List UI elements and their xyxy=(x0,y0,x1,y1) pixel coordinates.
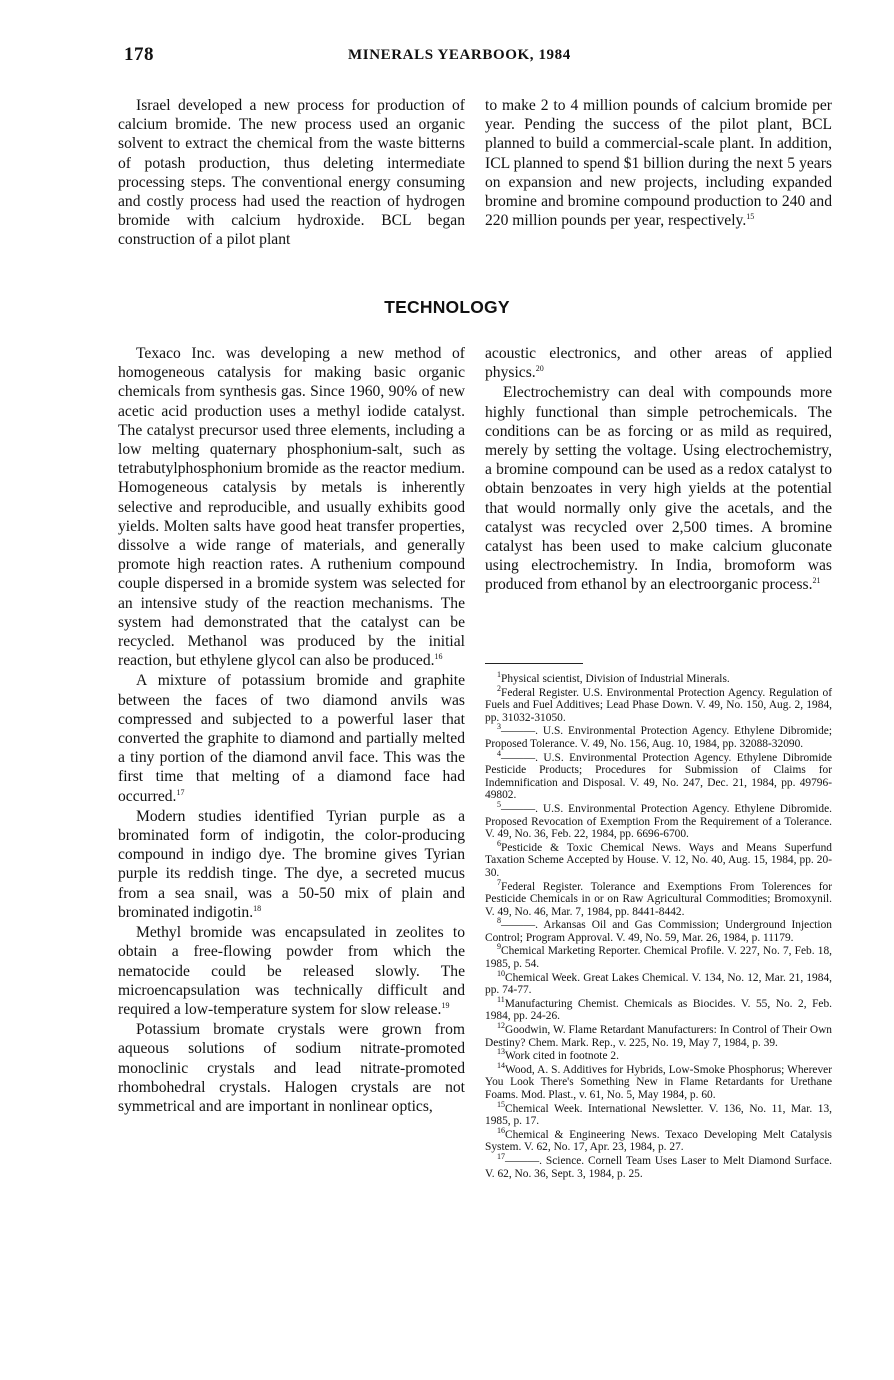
paragraph-tyrian-purple xyxy=(118,807,465,922)
footnotes xyxy=(485,670,832,1181)
footnote-divider xyxy=(485,663,583,664)
footnote-text: Wood, A. S. Additives for Hybrids, Low-Smoke Phosphorus; Wherever You Look There's Something New in Flame Retardants for Urethane Foams. Mod. Plast., v. 61, No. 5, May 1984, p. 60. xyxy=(485,1063,832,1101)
footnote-number: 4 xyxy=(497,748,501,758)
footnote xyxy=(485,670,832,686)
footnote-text: Manufacturing Chemist. Chemicals as Biocides. V. 55, No. 2, Feb. 1984, pp. 24-26. xyxy=(485,997,832,1023)
paragraph-applied-physics xyxy=(485,344,832,382)
footnote-text: Chemical Marketing Reporter. Chemical Profile. V. 227, No. 7, Feb. 18, 1985, p. 54. xyxy=(485,945,832,971)
footnote xyxy=(485,683,832,725)
footnote-number: 3 xyxy=(497,722,501,732)
footnote-text: ———. U.S. Environmental Protection Agency. Ethylene Dibromide Pesticide Products; Procedures for Submission of Claims for Indemnification and Disposal. V. 49, No. 247, Dec. 21, 1984, pp. 49796-49802. xyxy=(485,751,832,802)
paragraph-text: acoustic electronics, and other areas of applied physics. xyxy=(485,345,832,382)
footnote-text: Pesticide & Toxic Chemical News. Ways and Means Superfund Taxation Scheme Accepted by House. V. 12, No. 40, Aug. 15, 1984, pp. 20-30. xyxy=(485,841,832,879)
page-number: 178 xyxy=(124,44,154,65)
paragraph-text: A mixture of potassium bromide and graphite between the faces of two diamond anvils was compressed and subjected to a powerful laser that converted the graphite to diamond and partially melted a tiny portion of the diamond anvil face. This was the first time that melting of a diamond face had occurred. xyxy=(118,672,465,805)
footnote-text: Federal Register. Tolerance and Exemptions From Tolerences for Pesticide Chemicals in or on Raw Agricultural Commodities; Bromoxynil. V. 49, No. 46, Mar. 7, 1984, pp. 8441-8442. xyxy=(485,880,832,918)
footnote xyxy=(485,995,832,1023)
footnote xyxy=(485,838,832,880)
footnote-text: ———. Arkansas Oil and Gas Commission; Underground Injection Control; Program Approval. V. 49, No. 59, Mar. 26, 1984, p. 11179. xyxy=(485,919,832,944)
right-column xyxy=(485,344,832,595)
footnote-text: Work cited in footnote 2. xyxy=(505,1050,619,1063)
footnote-text: Physical scientist, Division of Industrial Minerals. xyxy=(501,673,730,685)
paragraph-electrochemistry xyxy=(485,383,832,594)
footnote-number: 9 xyxy=(497,942,501,952)
footnote-text: ———. Science. Cornell Team Uses Laser to Melt Diamond Surface. V. 62, No. 36, Sept. 3, 1984, p. 25. xyxy=(485,1154,832,1180)
intro-left-column xyxy=(118,96,465,250)
footnote xyxy=(485,942,832,971)
footnote xyxy=(485,916,832,944)
footnote xyxy=(485,877,832,919)
footnote-text: ———. U.S. Environmental Protection Agency. Ethylene Dibromide; Proposed Tolerance. V. 49, No. 156, Aug. 10, 1984, pp. 32088-32090. xyxy=(485,725,832,750)
left-column xyxy=(118,344,465,1116)
footnote xyxy=(485,1047,832,1063)
footnote-number: 8 xyxy=(497,916,501,926)
footnote xyxy=(485,722,832,750)
footnote-number: 12 xyxy=(497,1021,505,1031)
footnote xyxy=(485,1061,832,1102)
paragraph-text: Methyl bromide was encapsulated in zeolites to obtain a free-flowing powder from which the nematocide could be released slowly. The microencapsulation was technically difficult and required a low-temperature system for slow release. xyxy=(118,924,465,1018)
footnote-ref: 15 xyxy=(746,212,755,222)
paragraph-text: Texaco Inc. was developing a new method of homogeneous catalysis for making basic organic chemicals from synthesis gas. Since 1960, 90% of new acetic acid production uses a methyl iodide catalyst. The catalyst precursor used three elements, including a low melting quaternary phosphonium-salt, such as tetrabutylphosphonium bromide as the reactor medium. Homogeneous catalysis by metals is inherently selective and reproducible, and usually exhibits good yields. Molten salts have good heat transfer properties, dissolve a wide range of materials, and generally promote high reaction rates. A ruthenium compound couple dispersed in a bromide system was selected for an intensive study of the reaction mechanisms. The system had demonstrated that the catalyst can be recycled. Methanol was produced by the initial reaction, but ethylene glycol can also be produced. xyxy=(118,345,465,670)
footnote-ref: 19 xyxy=(441,1000,450,1010)
footnote-number: 7 xyxy=(497,877,501,887)
footnote-ref: 20 xyxy=(535,364,544,374)
paragraph-diamond-anvil xyxy=(118,671,465,805)
footnote-number: 17 xyxy=(497,1152,505,1162)
footnote xyxy=(485,968,832,997)
footnote xyxy=(485,1099,832,1128)
paragraph-text: to make 2 to 4 million pounds of calcium bromide per year. Pending the success of the pilot plant, BCL planned to build a commercial-scale plant. In addition, ICL planned to spend $1 billion during the next 5 years on expansion and new projects, including expanded bromine and bromine compound production to 240 and 220 million pounds per year, respectively. xyxy=(485,97,832,230)
footnote-number: 15 xyxy=(497,1099,505,1109)
footnote-number: 5 xyxy=(497,800,501,810)
footnote-text: Goodwin, W. Flame Retardant Manufacturers: In Control of Their Own Destiny? Chem. Mark. Rep., v. 225, No. 19, May 7, 1984, p. 39. xyxy=(485,1024,832,1049)
footnote-number: 10 xyxy=(497,968,505,978)
footnote-number: 11 xyxy=(497,995,505,1005)
paragraph-text: Electrochemistry can deal with compounds more highly functional than simple petrochemicals. The conditions can be as forcing or as mild as required, merely by setting the voltage. Using electrochemistry, a bromine compound can be used as a redox catalyst to obtain benzoates in very high yields at the potential that would normally only give the acetals, and the catalyst was recycled over 2,500 times. A bromine catalyst has been used to make calcium gluconate using electrochemistry. In India, bromoform was produced from ethanol by an electroorganic process. xyxy=(485,384,832,594)
intro-right-paragraph xyxy=(485,96,832,230)
footnote-ref: 18 xyxy=(253,903,262,913)
footnote-number: 14 xyxy=(497,1061,505,1071)
footnote xyxy=(485,1152,832,1180)
footnote-text: Chemical Week. Great Lakes Chemical. V. 134, No. 12, Mar. 21, 1984, pp. 74-77. xyxy=(485,971,832,997)
footnote xyxy=(485,1125,832,1154)
footnote-number: 16 xyxy=(497,1125,505,1135)
footnote-text: Chemical Week. International Newsletter. V. 136, No. 11, Mar. 13, 1985, p. 17. xyxy=(485,1102,832,1128)
footnote-number: 1 xyxy=(497,670,501,680)
footnote-ref: 17 xyxy=(176,787,185,797)
footnote xyxy=(485,748,832,802)
section-heading: TECHNOLOGY xyxy=(384,297,510,317)
paragraph-potassium-bromate: Potassium bromate crystals were grown from aqueous solutions of sodium nitrate-promoted monoclinic crystals and lead nitrate-promoted rhombohedral crystals. Halogen crystals are not symmetrical and are important in nonlinear optics, xyxy=(118,1021,465,1115)
footnote xyxy=(485,800,832,841)
footnote xyxy=(485,1021,832,1049)
paragraph-methyl-bromide xyxy=(118,923,465,1019)
running-title: MINERALS YEARBOOK, 1984 xyxy=(348,47,571,63)
intro-right-column xyxy=(485,96,832,230)
paragraph-text: Modern studies identified Tyrian purple as a brominated form of indigotin, the color-producing compound in indigo dye. The bromine gives Tyrian purple its reddish tinge. The dye, a secreted mucus from a sea snail, was a 50-50 mix of plain and brominated indigotin. xyxy=(118,807,465,921)
paragraph-texaco xyxy=(118,344,465,670)
footnote-ref: 21 xyxy=(812,576,821,586)
intro-left-paragraph: Israel developed a new process for production of calcium bromide. The new process used an organic solvent to extract the chemical from the waste bitterns of potash production, thus deleting intermediate processing steps. The conventional energy consuming and costly process had used the reaction of hydrogen bromide with calcium hydroxide. BCL began construction of a pilot plant xyxy=(118,97,465,249)
footnote-text: ———. U.S. Environmental Protection Agency. Ethylene Dibromide. Proposed Revocation of Exemption From the Requirement of a Tolerance. V. 49, No. 36, Feb. 22, 1984, pp. 6696-6700. xyxy=(485,802,832,841)
footnote-ref: 16 xyxy=(434,652,443,662)
footnote-number: 6 xyxy=(497,838,501,848)
footnote-number: 2 xyxy=(497,683,501,693)
footnote-text: Chemical & Engineering News. Texaco Developing Melt Catalysis System. V. 62, No. 17, Apr. 23, 1984, p. 27. xyxy=(485,1128,832,1154)
footnote-number: 13 xyxy=(497,1047,505,1057)
footnote-text: Federal Register. U.S. Environmental Protection Agency. Regulation of Fuels and Fuel Additives; Lead Phase Down. V. 49, No. 150, Aug. 2, 1984, pp. 31032-31050. xyxy=(485,686,832,724)
